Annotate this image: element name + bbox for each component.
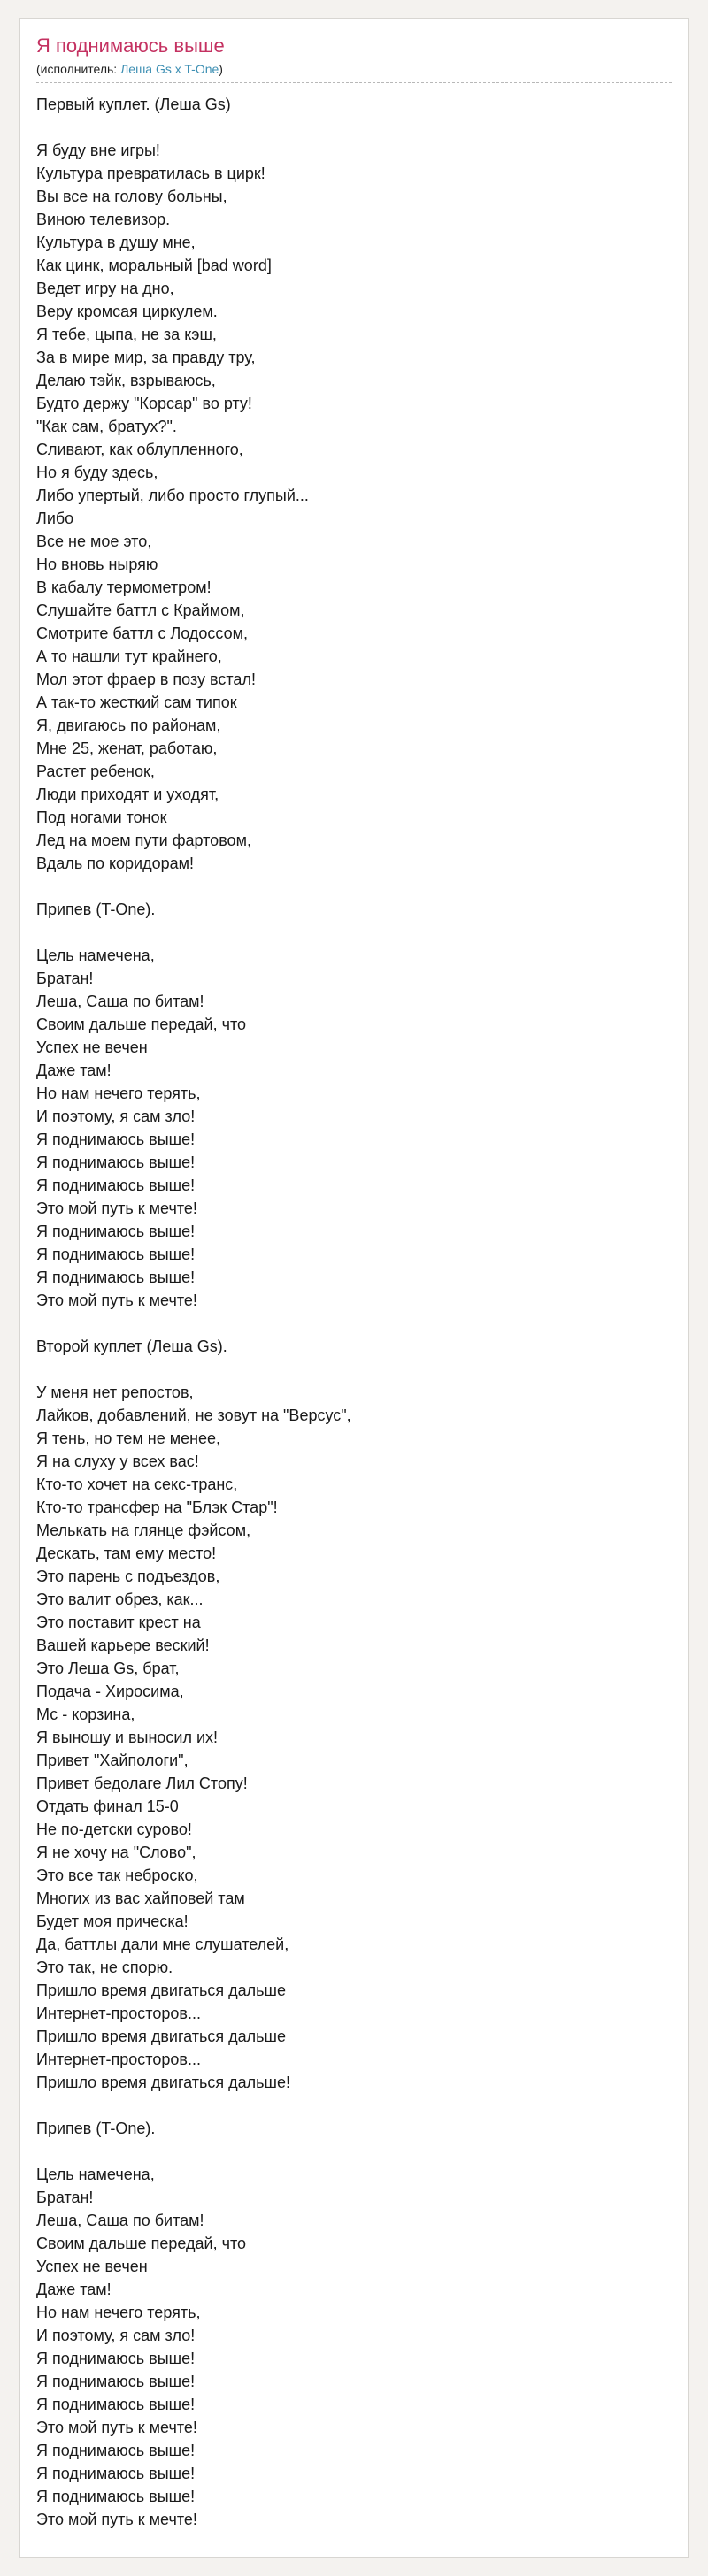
song-title: Я поднимаюсь выше	[36, 34, 225, 57]
lyrics-card	[19, 18, 689, 2558]
performer-link[interactable]: Леша Gs x T-One	[120, 62, 219, 76]
performer-suffix: )	[219, 62, 223, 76]
song-header	[36, 34, 672, 77]
header-divider	[36, 82, 672, 83]
performer-prefix: (исполнитель:	[36, 62, 121, 76]
lyrics-text: Первый куплет. (Леша Gs) Я буду вне игры! Культура превратилась в цирк! Вы все на голову больны, Виною телевизор. Культура в душу мне, Как цинк, моральный [bad word] Ведет игру на дно, Веру кромсая циркулем. Я тебе, цыпа, не за кэш, За в мире мир, за правду тру, Делаю тэйк, взрываюсь, Будто держу "Корсар" во рту! "Как сам, братух?". Сливают, как облупленного, Но я буду здесь, Либо упертый, либо просто глупый... Либо Все не мое это, Но вновь ныряю В кабалу термометром! Слушайте баттл с Краймом, Смотрите баттл с Лодоссом, А то нашли тут крайнего, Мол этот фраер в позу встал! А так-то жесткий сам типок Я, двигаюсь по районам, Мне 25, женат, работаю, Растет ребенок, Люди приходят и уходят, Под ногами тонок Лед на моем пути фартовом, Вдаль по коридорам! Припев (T-One). Цель намечена, Братан! Леша, Саша по битам! Своим дальше передай, что Успех не вечен Даже там! Но нам нечего терять, И поэтому, я сам зло! Я поднимаюсь выше! Я поднимаюсь выше! Я поднимаюсь выше! Это мой путь к мечте! Я поднимаюсь выше! Я поднимаюсь выше! Я поднимаюсь выше! Это мой путь к мечте! Второй куплет (Леша Gs). У меня нет репостов, Лайков, добавлений, не зовут на "Версус", Я тень, но тем не менее, Я на слуху у всех вас! Кто-то хочет на секс-транс, Кто-то трансфер на "Блэк Стар"! Мелькать на глянце фэйсом, Дескать, там ему место! Это парень с подъездов, Это валит обрез, как... Это поставит крест на Вашей карьере веский! Это Леша Gs, брат, Подача - Хиросима, Мс - корзина, Я выношу и выносил их! Привет "Хайпологи", Привет бедолаге Лил Стопу! Отдать финал 15-0 Не по-детски сурово! Я не хочу на "Слово", Это все так неброско, Многих из вас хайповей там Будет моя прическа! Да, баттлы дали мне слушателей, Это так, не спорю. Пришло время двигаться дальше Интернет-просторов... Пришло время двигаться дальше Интернет-просторов... Пришло время двигаться дальше! Припев (T-One). Цель намечена, Братан! Леша, Саша по битам! Своим дальше передай, что Успех не вечен Даже там! Но нам нечего терять, И поэтому, я сам зло! Я поднимаюсь выше! Я поднимаюсь выше! Я поднимаюсь выше! Это мой путь к мечте! Я поднимаюсь выше! Я поднимаюсь выше! Я поднимаюсь выше! Это мой путь к мечте!	[36, 96, 351, 2528]
performer-line	[36, 61, 672, 77]
